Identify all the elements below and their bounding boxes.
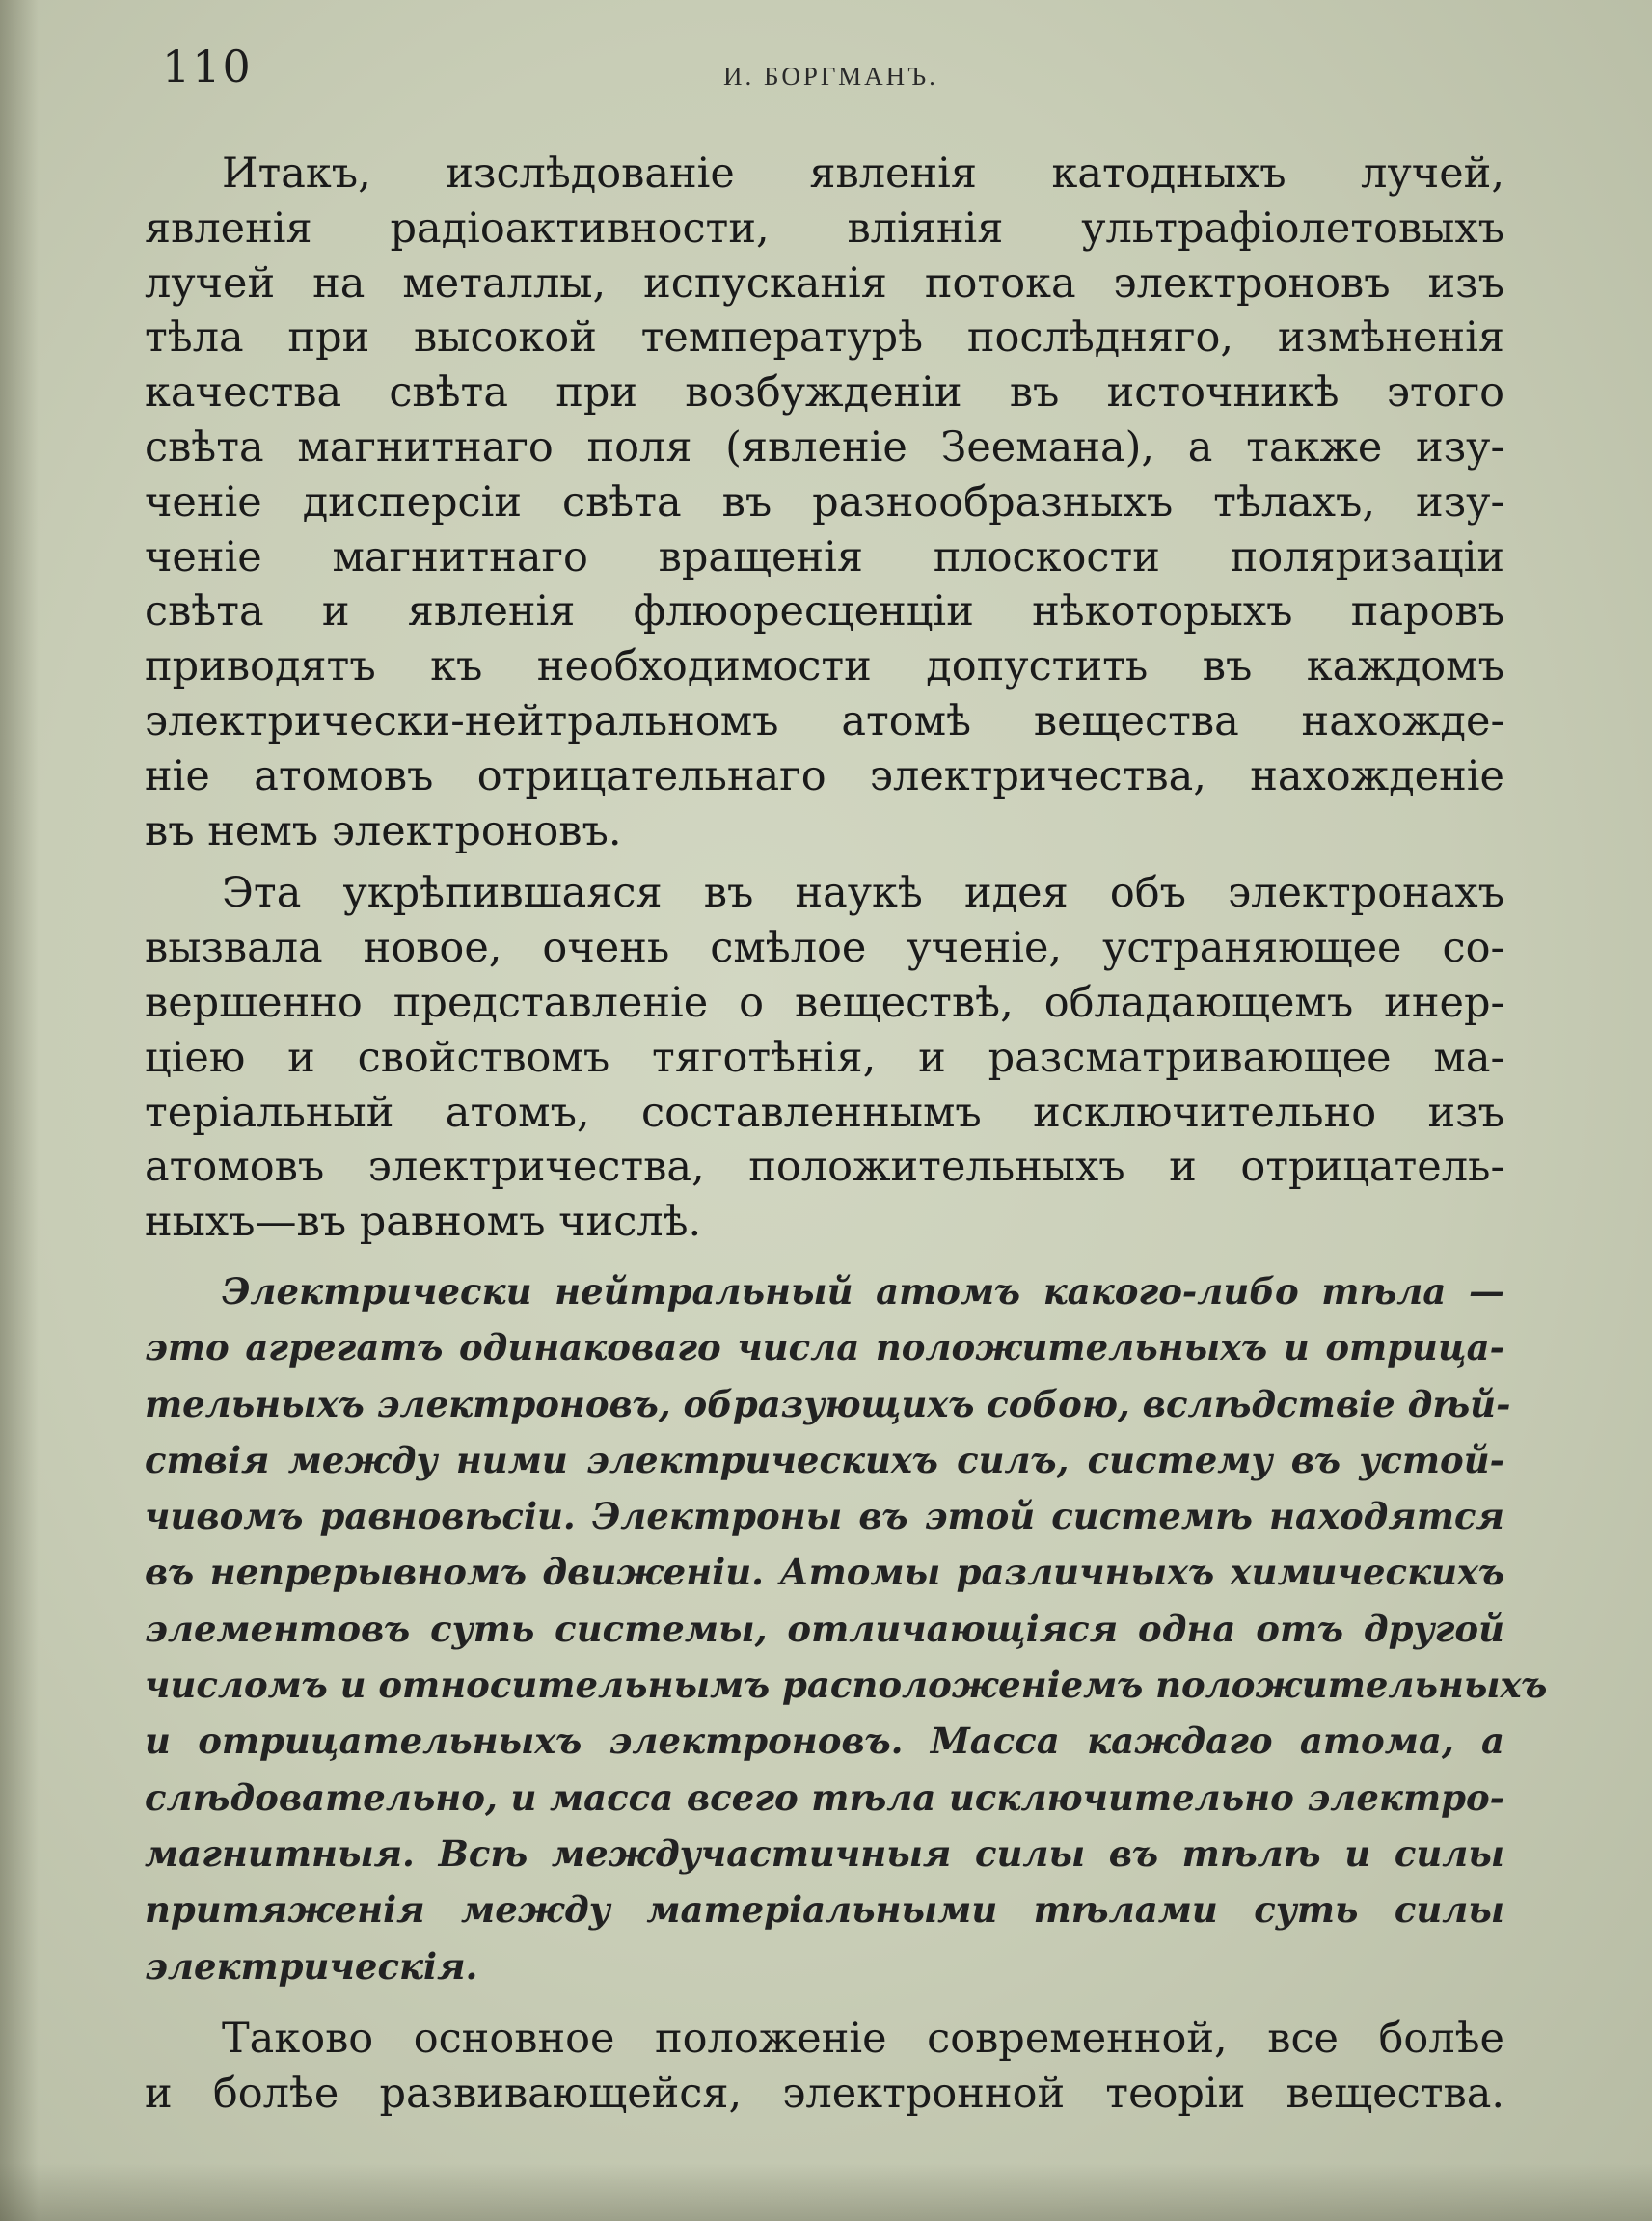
text-line: качества свѣта при возбужденіи въ источникѣ этого <box>145 368 1504 418</box>
text-line: Эта укрѣпившаяся въ наукѣ идея объ электронахъ <box>222 869 1504 918</box>
page-number: 110 <box>162 41 253 93</box>
text-line: тельныхъ электроновъ, образующихъ собою, вслѣдствіе дѣй- <box>145 1382 1511 1425</box>
paragraph-2 <box>145 866 1504 1250</box>
text-line: электрически-нейтральномъ атомѣ вещества нахожде- <box>145 696 1504 745</box>
text-line: вызвала новое, очень смѣлое ученіе, устраняющее со- <box>145 924 1504 973</box>
text-line: ствія между ними электрическихъ силъ, систему въ устой- <box>145 1438 1504 1481</box>
text-line: свѣта и явленія флюоресценціи нѣкоторыхъ паровъ <box>145 587 1504 637</box>
text-line: элементовъ суть системы, отличающіяся одна отъ другой <box>145 1607 1504 1650</box>
text-line: и отрицательныхъ электроновъ. Масса каждаго атома, а <box>145 1720 1504 1763</box>
text-line: приводятъ къ необходимости допустить въ каждомъ <box>145 642 1504 691</box>
text-line: ціею и свойствомъ тяготѣнія, и разсматривающее ма- <box>145 1033 1504 1082</box>
text-line: свѣта магнитнаго поля (явленіе Зеемана), а также изу- <box>145 422 1504 472</box>
text-line: электрическія. <box>145 1944 478 1988</box>
text-line: ченіе магнитнаго вращенія плоскости поляризаціи <box>145 532 1504 582</box>
text-line: это агрегатъ одинаковаго числа положительныхъ и отрица- <box>145 1326 1504 1369</box>
text-line: чивомъ равновѣсіи. Электроны въ этой системѣ находятся <box>145 1495 1504 1538</box>
running-title: И. БОРГМАНЪ. <box>723 62 938 91</box>
text-line: слѣдовательно, и масса всего тѣла исключительно электро- <box>145 1775 1504 1819</box>
body-text <box>145 147 1548 2121</box>
text-line: атомовъ электричества, положительныхъ и отрицатель- <box>145 1143 1504 1192</box>
text-line: въ немъ электроновъ. <box>145 806 622 855</box>
paragraph-1 <box>145 147 1504 858</box>
page-shadow-bottom <box>0 2163 1652 2221</box>
text-line: ніе атомовъ отрицательнаго электричества, нахожденіе <box>145 751 1504 800</box>
text-line: явленія радіоактивности, вліянія ультрафіолетовыхъ <box>145 203 1504 253</box>
text-line: лучей на металлы, испусканія потока электроновъ изъ <box>145 258 1504 308</box>
text-line: магнитныя. Всѣ междучастичныя силы въ тѣлѣ и силы <box>145 1831 1504 1875</box>
text-line: и болѣе развивающейся, электронной теоріи вещества. <box>145 2069 1504 2118</box>
text-line: теріальный атомъ, составленнымъ исключительно изъ <box>145 1088 1504 1137</box>
text-line: ныхъ—въ равномъ числѣ. <box>145 1198 702 1247</box>
text-line: вершенно представленіе о веществѣ, обладающемъ инер- <box>145 978 1504 1027</box>
running-head <box>162 41 1512 108</box>
text-line: Таково основное положеніе современной, все болѣе <box>222 2014 1504 2063</box>
text-line: въ непрерывномъ движеніи. Атомы различныхъ химическихъ <box>145 1551 1504 1594</box>
paragraph-3-italic <box>145 1263 1548 1994</box>
text-line: притяженія между матеріальными тѣлами суть силы <box>145 1888 1504 1932</box>
paragraph-4 <box>145 2012 1504 2122</box>
text-line: тѣла при высокой температурѣ послѣдняго, измѣненія <box>145 313 1504 363</box>
page-shadow-left <box>0 0 39 2221</box>
text-line: числомъ и относительнымъ расположеніемъ положительныхъ <box>145 1664 1548 1707</box>
text-line: Итакъ, изслѣдованіе явленія катодныхъ лучей, <box>222 149 1504 198</box>
text-line: ченіе дисперсіи свѣта въ разнообразныхъ тѣлахъ, изу- <box>145 477 1504 527</box>
text-line: Электрически нейтральный атомъ какого-либо тѣла — <box>222 1269 1504 1313</box>
